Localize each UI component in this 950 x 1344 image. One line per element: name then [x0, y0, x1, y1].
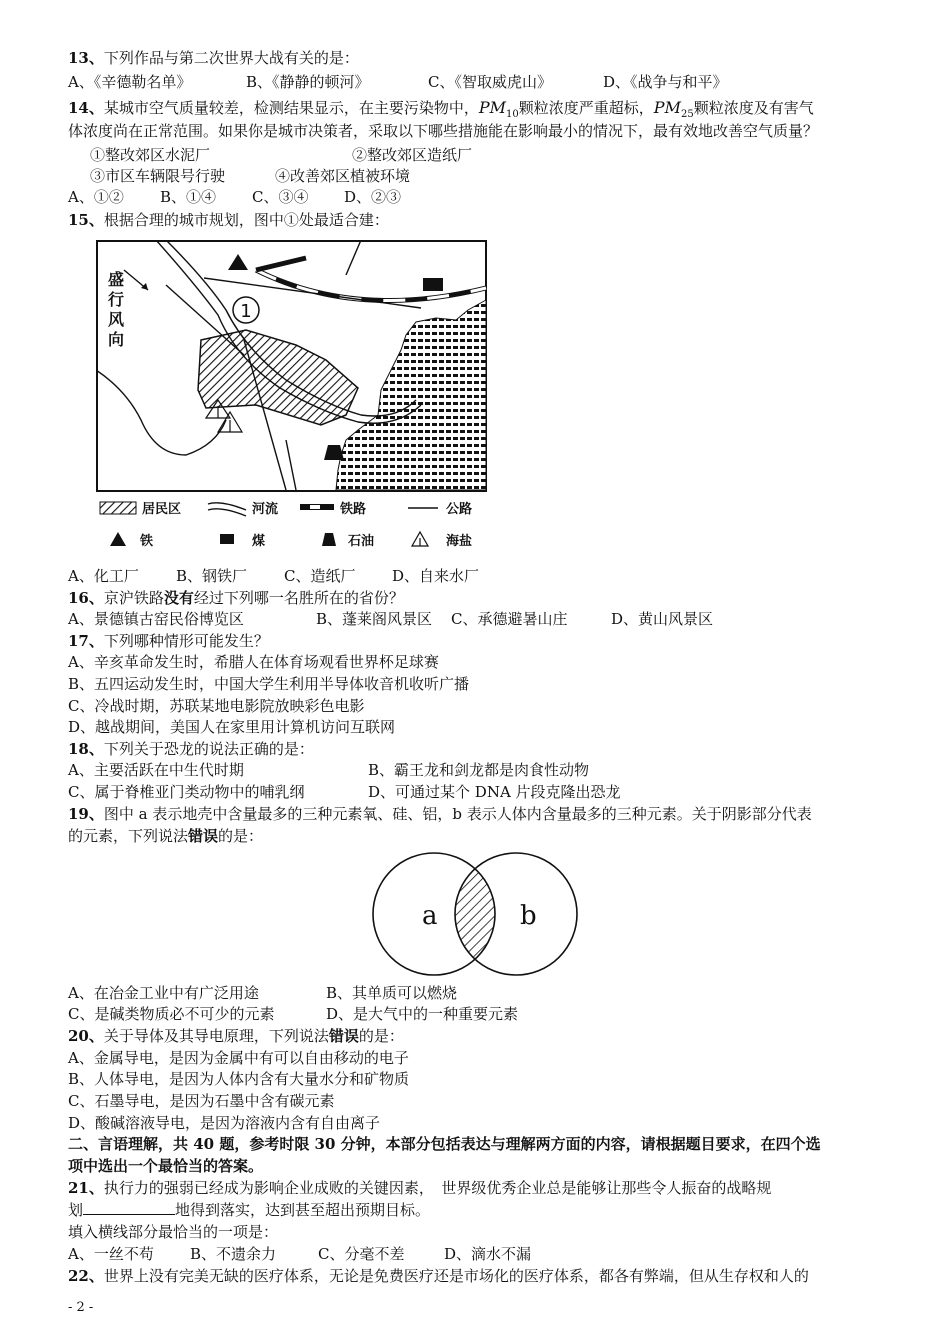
q19-option-b: B、其单质可以燃烧 — [326, 984, 458, 1002]
q13-stem: 13、下列作品与第二次世界大战有关的是： — [68, 49, 359, 67]
legend-residential: 居民区 — [142, 502, 182, 517]
q15-option-b: B、钢铁厂 — [176, 567, 248, 585]
legend-road: 公路 — [446, 502, 473, 517]
q15-options — [68, 566, 479, 586]
q15-option-d: D、自来水厂 — [392, 567, 480, 585]
q13-options — [68, 72, 728, 92]
legend-sea-salt: 海盐 — [446, 534, 473, 549]
city-planning-map — [96, 240, 491, 555]
q14-items-row2 — [90, 166, 410, 186]
q14-option-d: D、②③ — [344, 188, 402, 206]
svg-text:风: 风 — [108, 310, 125, 329]
legend-river: 河流 — [252, 502, 279, 517]
q14-stem-line2: 体浓度尚在正常范围。如果你是城市决策者，采取以下哪些措施能在影响最小的情况下，最有效地改善空气质量？ — [68, 122, 819, 140]
legend-coal: 煤 — [252, 534, 266, 549]
q13-option-b: B、《静静的顿河》 — [246, 73, 370, 91]
q17-stem: 17、下列哪种情形可能发生？ — [68, 632, 269, 650]
svg-text:行: 行 — [108, 290, 125, 309]
section2-heading-line2: 项中选出一个最恰当的答案。 — [68, 1157, 264, 1175]
q18-option-c: C、属于脊椎亚门类动物中的哺乳纲 — [68, 783, 305, 801]
q19-stem-line2: 的元素，下列说法错误的是： — [68, 827, 264, 845]
q14-options — [68, 187, 401, 207]
q13-option-c: C、《智取威虎山》 — [428, 73, 552, 91]
q16-option-a: A、景德镇古窑民俗博览区 — [68, 610, 244, 628]
q21-prompt: 填入横线部分最恰当的一项是： — [68, 1223, 279, 1241]
q14-items-row1 — [90, 145, 472, 165]
venn-label-a: a — [422, 901, 438, 931]
q17-option-d: D、越战期间，美国人在家里用计算机访问互联网 — [68, 718, 396, 736]
q21-option-c: C、分毫不差 — [318, 1245, 405, 1263]
q22-stem: 22、世界上没有完美无缺的医疗体系，无论是免费医疗还是市场化的医疗体系，都各有弊端，但从生存权和人的 — [68, 1267, 809, 1285]
q20-option-b: B、人体导电，是因为人体内含有大量水分和矿物质 — [68, 1070, 410, 1088]
q21-option-a: A、一丝不苟 — [68, 1245, 154, 1263]
q20-option-d: D、酸碱溶液导电，是因为溶液内含有自由离子 — [68, 1114, 381, 1132]
legend-iron: 铁 — [140, 534, 154, 549]
q19-option-c: C、是碱类物质必不可少的元素 — [68, 1005, 275, 1023]
section2-heading: 二、言语理解，共 40 题，参考时限 30 分钟，本部分包括表达与理解两方面的内容，请根据题目要求，在四个选 — [68, 1135, 821, 1153]
q20-option-c: C、石墨导电，是因为石墨中含有碳元素 — [68, 1092, 335, 1110]
coal-icon — [423, 278, 443, 291]
venn-diagram — [370, 842, 580, 982]
svg-text:1: 1 — [240, 301, 252, 322]
q18-options-row2 — [68, 782, 621, 802]
q19-option-a: A、在冶金工业中有广泛用途 — [68, 984, 259, 1002]
q14-item-1: ①整改郊区水泥厂 — [90, 146, 211, 164]
q14-option-a: A、①② — [68, 188, 124, 206]
q18-option-a: A、主要活跃在中生代时期 — [68, 761, 244, 779]
svg-text:向: 向 — [108, 330, 125, 349]
q19-stem: 19、图中 a 表示地壳中含量最多的三种元素氧、硅、铝，b 表示人体内含量最多的三种元素。关于阴影部分代表 — [68, 805, 812, 823]
q16-option-b: B、蓬莱阁风景区 — [316, 610, 433, 628]
q15-option-c: C、造纸厂 — [284, 567, 356, 585]
q21-stem: 21、执行力的强弱已经成为影响企业成败的关键因素， 世界级优秀企业总是能够让那些令人振奋的战略规 — [68, 1179, 772, 1197]
q16-option-c: C、承德避暑山庄 — [451, 610, 568, 628]
q17-option-c: C、冷战时期，苏联某地电影院放映彩色电影 — [68, 697, 365, 715]
q19-options-row2 — [68, 1004, 518, 1024]
q19-option-d: D、是大气中的一种重要元素 — [326, 1005, 519, 1023]
venn-label-b: b — [520, 901, 537, 931]
q18-options-row1 — [68, 760, 589, 780]
q14-stem: 14、某城市空气质量较差，检测结果显示，在主要污染物中，$PM_{10}$颗粒浓度严重超标，$PM_{25}$颗粒浓度及有害气 — [68, 98, 814, 121]
q13-option-d: D、《战争与和平》 — [603, 73, 728, 91]
page-number: - 2 - — [68, 1300, 94, 1315]
q15-stem: 15、根据合理的城市规划，图中①处最适合建： — [68, 211, 389, 229]
q16-option-d: D、黄山风景区 — [611, 610, 714, 628]
q14-option-c: C、③④ — [252, 188, 309, 206]
legend-oil: 石油 — [348, 534, 375, 549]
q14-item-3: ③市区车辆限号行驶 — [90, 167, 226, 185]
q18-stem: 18、下列关于恐龙的说法正确的是： — [68, 740, 314, 758]
q16-stem: 16、京沪铁路没有经过下列哪一名胜所在的省份？ — [68, 589, 404, 607]
q21-stem-line2: 划 地得到落实，达到甚至超出预期目标。 — [68, 1201, 431, 1219]
q15-option-a: A、化工厂 — [68, 567, 139, 585]
q20-option-a: A、金属导电，是因为金属中有可以自由移动的电子 — [68, 1049, 409, 1067]
q21-options — [68, 1244, 531, 1264]
site-marker — [233, 297, 259, 323]
q13-option-a: A、《辛德勒名单》 — [68, 73, 192, 91]
q20-stem: 20、关于导体及其导电原理，下列说法错误的是： — [68, 1027, 404, 1045]
q17-option-b: B、五四运动发生时，中国大学生利用半导体收音机收听广播 — [68, 675, 470, 693]
wind-label — [108, 270, 125, 349]
legend-railway: 铁路 — [340, 502, 367, 517]
q16-options — [68, 609, 713, 629]
q18-option-d: D、可通过某个 DNA 片段克隆出恐龙 — [368, 783, 621, 801]
q21-blank — [83, 1200, 175, 1215]
q19-options-row1 — [68, 983, 457, 1003]
q21-option-d: D、滴水不漏 — [444, 1245, 532, 1263]
q14-option-b: B、①④ — [160, 188, 217, 206]
q17-option-a: A、辛亥革命发生时，希腊人在体育场观看世界杯足球赛 — [68, 653, 439, 671]
q14-item-2: ②整改郊区造纸厂 — [352, 146, 473, 164]
q14-item-4: ④改善郊区植被环境 — [275, 167, 411, 185]
svg-text:盛: 盛 — [108, 270, 125, 289]
q18-option-b: B、霸王龙和剑龙都是肉食性动物 — [368, 761, 590, 779]
q21-option-b: B、不遗余力 — [190, 1245, 277, 1263]
